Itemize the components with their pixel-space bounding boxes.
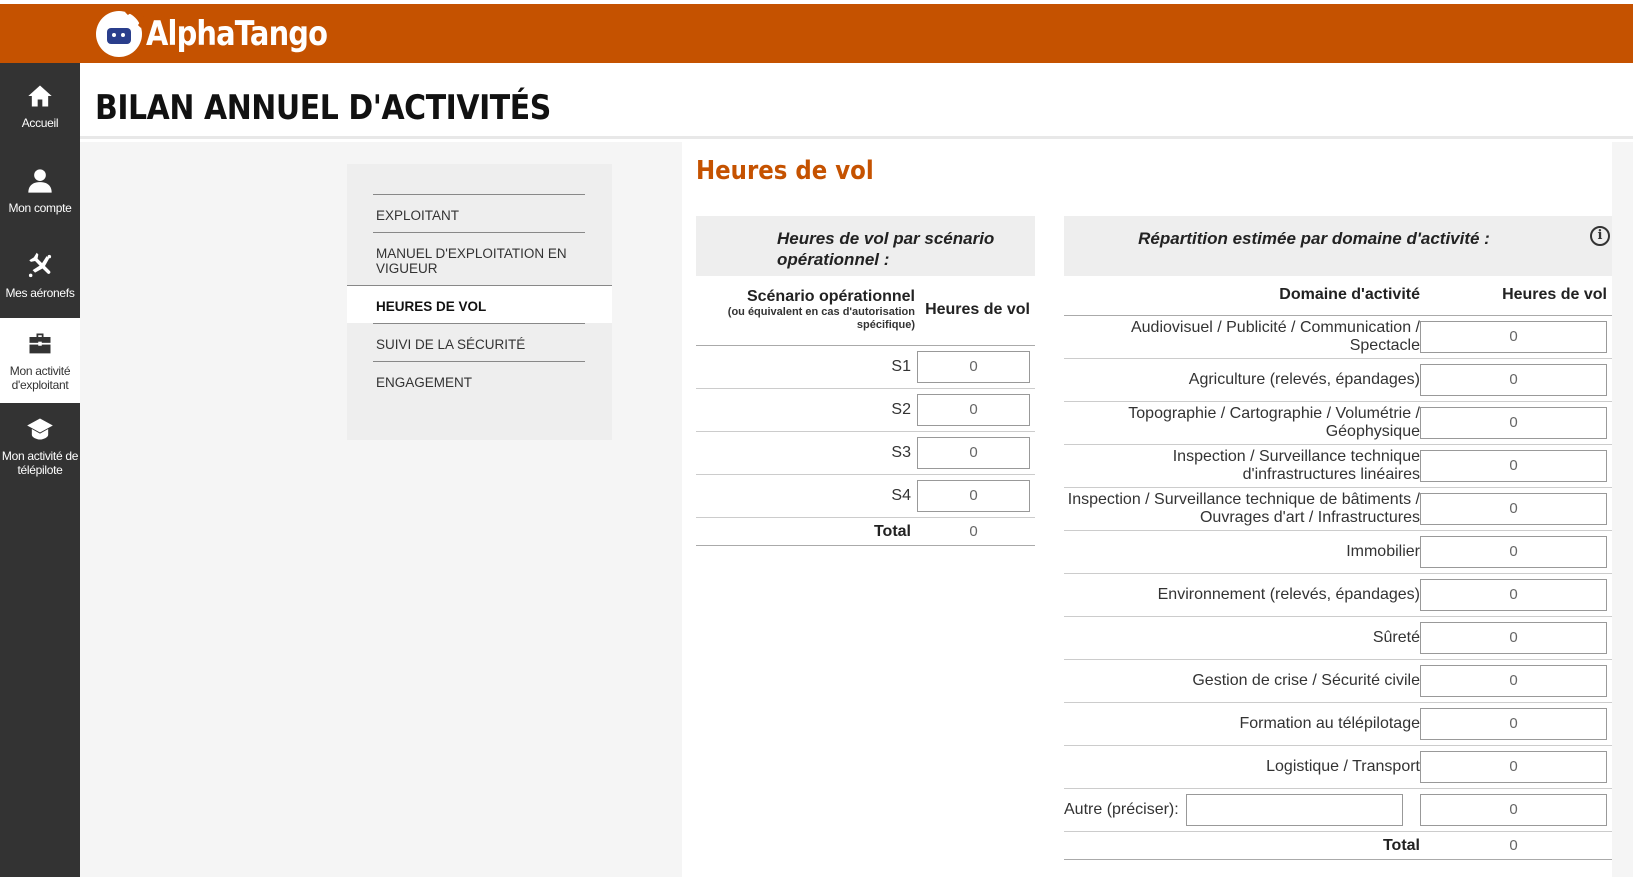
- table-row: [1064, 660, 1612, 703]
- row-label: Logistique / Transport: [1266, 758, 1420, 775]
- other-domain-input[interactable]: [1186, 794, 1403, 826]
- table-row: [1064, 359, 1612, 402]
- scenario-table: [696, 216, 1035, 546]
- hours-input[interactable]: 0: [1420, 407, 1607, 439]
- domain-total-row: [1064, 832, 1612, 860]
- row-label: Formation au télépilotage: [1239, 715, 1420, 732]
- section-nav-heures-de-vol[interactable]: HEURES DE VOL: [347, 285, 612, 323]
- total-label: Total: [1382, 837, 1420, 854]
- table-row: [1064, 445, 1612, 488]
- hours-input[interactable]: 0: [1420, 450, 1607, 482]
- domain-column-header: Domaine d'activité: [1279, 286, 1420, 303]
- total-value: 0: [969, 523, 978, 540]
- drone-logo-icon: [96, 11, 142, 57]
- section-nav-engagement[interactable]: ENGAGEMENT: [373, 361, 585, 399]
- hours-input-s1[interactable]: 0: [917, 351, 1030, 383]
- table-row: [1064, 488, 1612, 531]
- table-row: [696, 475, 1035, 518]
- row-label: Environnement (relevés, épandages): [1157, 586, 1420, 603]
- info-icon[interactable]: i: [1590, 226, 1610, 246]
- graduation-cap-icon: [26, 415, 54, 443]
- sidebar-item-label: Mon activité d'exploitant: [9, 363, 71, 392]
- user-icon: [26, 167, 54, 195]
- brand-name: AlphaTango: [146, 14, 328, 54]
- hours-input[interactable]: 0: [1420, 751, 1607, 783]
- table-row: [696, 389, 1035, 432]
- sidebar: [0, 63, 80, 877]
- section-title: Heures de vol: [696, 156, 874, 186]
- drone-icon: [26, 252, 54, 280]
- hours-input[interactable]: 0: [1420, 708, 1607, 740]
- table-row: [696, 346, 1035, 389]
- row-label: S4: [891, 487, 911, 504]
- row-label: Topographie / Cartographie / Volumétrie / Géophysique: [1128, 405, 1420, 440]
- section-nav-exploitant[interactable]: EXPLOITANT: [373, 194, 585, 232]
- row-label: S3: [891, 444, 911, 461]
- home-icon: [26, 82, 54, 110]
- table-row: [1064, 316, 1612, 359]
- section-nav: [347, 164, 612, 440]
- row-label: S1: [891, 358, 911, 375]
- sidebar-item-mon-compte[interactable]: [0, 148, 80, 233]
- hours-input-s3[interactable]: 0: [917, 437, 1030, 469]
- hours-input[interactable]: 0: [1420, 622, 1607, 654]
- total-label: Total: [873, 523, 911, 540]
- page-header: [80, 63, 1633, 139]
- hours-column-header: Heures de vol: [925, 301, 1030, 318]
- sidebar-item-label: Mes aéronefs: [5, 285, 75, 300]
- briefcase-icon: [26, 330, 54, 358]
- row-label: Gestion de crise / Sécurité civile: [1192, 672, 1420, 689]
- sidebar-item-label: Accueil: [21, 115, 59, 130]
- sidebar-item-accueil[interactable]: [0, 63, 80, 148]
- row-label: Agriculture (relevés, épandages): [1188, 371, 1420, 388]
- other-hours-input[interactable]: 0: [1420, 794, 1607, 826]
- scenario-table-title: Heures de vol par scénario opérationnel :: [777, 229, 995, 269]
- domain-table: [1064, 216, 1612, 860]
- hours-input[interactable]: 0: [1420, 364, 1607, 396]
- domain-column-headers: [1064, 276, 1612, 316]
- hours-input[interactable]: 0: [1420, 579, 1607, 611]
- main-panel: [682, 142, 1612, 877]
- other-domain-label: Autre (préciser):: [1064, 801, 1179, 818]
- row-label: Inspection / Surveillance technique de bâtiments / Ouvrages d'art / Infrastructures: [1067, 491, 1420, 526]
- table-row: [1064, 703, 1612, 746]
- scenario-table-header: [696, 216, 1035, 276]
- sidebar-item-mes-aeronefs[interactable]: [0, 233, 80, 318]
- scenario-total-row: [696, 518, 1035, 546]
- other-domain-row: [1064, 789, 1612, 832]
- sidebar-item-mon-activite-exploitant[interactable]: [0, 318, 80, 403]
- hours-input[interactable]: 0: [1420, 665, 1607, 697]
- scenario-column-headers: [696, 276, 1035, 346]
- section-nav-suivi-securite[interactable]: SUIVI DE LA SÉCURITÉ: [373, 323, 585, 361]
- domain-table-header: [1064, 216, 1612, 276]
- hours-input[interactable]: 0: [1420, 493, 1607, 525]
- row-label: Immobilier: [1346, 543, 1420, 560]
- hours-input[interactable]: 0: [1420, 536, 1607, 568]
- table-row: [1064, 531, 1612, 574]
- row-label: S2: [891, 401, 911, 418]
- table-row: [1064, 402, 1612, 445]
- row-label: Inspection / Surveillance technique d'infrastructures linéaires: [1172, 448, 1420, 483]
- scenario-column-header: Scénario opérationnel (ou équivalent en cas d'autorisation spécifique): [695, 288, 915, 332]
- top-bar: [0, 4, 1633, 63]
- row-label: Audiovisuel / Publicité / Communication / Spectacle: [1130, 319, 1420, 354]
- row-label: Sûreté: [1372, 629, 1420, 646]
- total-value: 0: [1509, 837, 1518, 854]
- hours-input-s4[interactable]: 0: [917, 480, 1030, 512]
- hours-input-s2[interactable]: 0: [917, 394, 1030, 426]
- table-row: [1064, 746, 1612, 789]
- alphatango-logo[interactable]: [96, 9, 359, 59]
- table-row: [1064, 574, 1612, 617]
- hours-input[interactable]: 0: [1420, 321, 1607, 353]
- sidebar-item-mon-activite-telepilote[interactable]: [0, 403, 80, 488]
- sidebar-item-label: Mon compte: [8, 200, 72, 215]
- page-title: BILAN ANNUEL D'ACTIVITÉS: [95, 88, 551, 128]
- domain-table-title: Répartition estimée par domaine d'activité :: [1138, 229, 1490, 248]
- scenario-column-note: (ou équivalent en cas d'autorisation spécifique): [727, 306, 915, 331]
- table-row: [1064, 617, 1612, 660]
- hours-column-header: Heures de vol: [1502, 286, 1607, 303]
- section-nav-manuel[interactable]: MANUEL D'EXPLOITATION EN VIGUEUR: [373, 232, 585, 285]
- table-row: [696, 432, 1035, 475]
- sidebar-item-label: Mon activité de télépilote: [1, 448, 79, 477]
